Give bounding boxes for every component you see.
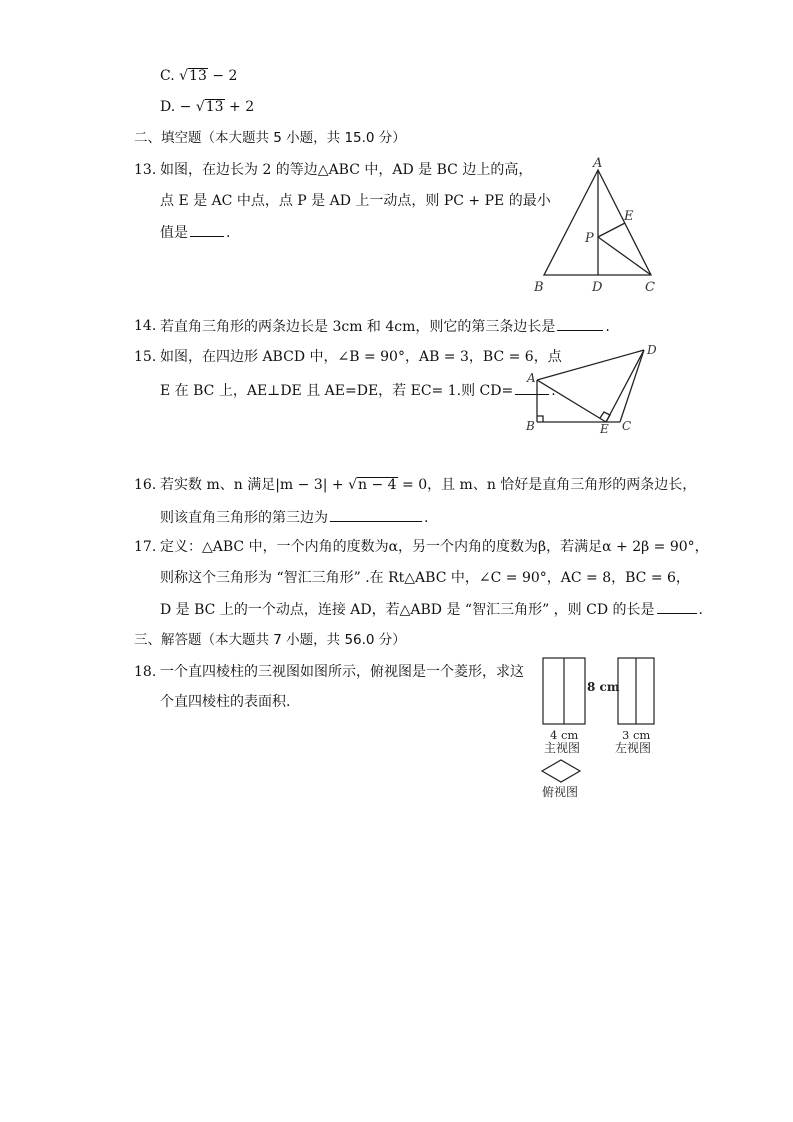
q16-radicand: n − 4	[358, 477, 397, 493]
q17-line3	[160, 599, 703, 620]
q16-line1	[160, 475, 696, 495]
section-2-title: 二、填空题（本大题共 5 小题，共 15.0 分）	[134, 130, 406, 146]
segment-cd	[620, 350, 644, 422]
q16-number: 16.	[134, 477, 157, 493]
q15-number: 15.	[134, 349, 157, 365]
label-p: P	[585, 231, 594, 246]
option-d	[160, 97, 254, 117]
q17-text-3: D 是 BC 上的一个动点，连接 AD，若△ABD 是 “智汇三角形” ，则 CD 的长是	[160, 602, 655, 618]
q13-number: 13.	[134, 162, 157, 178]
q14-number: 14.	[134, 318, 157, 334]
sqrt-symbol: √	[348, 477, 357, 493]
front-width-label: 4 cm	[550, 728, 579, 742]
q15-line2	[160, 380, 556, 401]
label-e: E	[624, 209, 634, 224]
front-view-caption: 主视图	[544, 741, 581, 755]
label-c: C	[645, 280, 655, 295]
option-d-pre: −	[179, 99, 192, 115]
label-d: D	[647, 343, 657, 357]
q13-answer-blank[interactable]	[190, 222, 224, 237]
q15-text: E 在 BC 上，AE⊥DE 且 AE=DE，若 EC= 1.则 CD=	[160, 383, 514, 399]
option-d-radicand: 13	[205, 99, 224, 115]
side-view-caption: 左视图	[615, 741, 652, 755]
q17-line2: 则称这个三角形为 “智汇三角形” .在 Rt△ABC 中，∠C = 90°，AC = 8，BC = 6，	[160, 570, 690, 586]
option-d-rest: + 2	[229, 99, 255, 115]
top-view-rhombus	[542, 760, 580, 782]
option-c-letter: C.	[160, 68, 175, 84]
sqrt-symbol: √	[195, 99, 205, 115]
height-label: 8 cm	[587, 680, 620, 694]
segment-ae	[537, 380, 606, 422]
q15-figure	[522, 338, 667, 436]
label-e: E	[600, 422, 609, 436]
right-angle-b	[537, 416, 543, 422]
q17-answer-blank[interactable]	[657, 599, 697, 614]
q17-number: 17.	[134, 539, 157, 555]
q13-line2: 点 E 是 AC 中点，点 P 是 AD 上一动点，则 PC + PE 的最小	[160, 193, 551, 209]
q16-end: .	[424, 510, 429, 526]
q13-line1: 如图，在边长为 2 的等边△ABC 中，AD 是 BC 边上的高，	[160, 162, 533, 178]
q15-end: .	[551, 383, 556, 399]
option-c-rest: − 2	[212, 68, 238, 84]
label-a: A	[593, 156, 603, 171]
q14-text: 若直角三角形的两条边长是 3cm 和 4cm，则它的第三条边长是	[160, 319, 556, 335]
q18-figure	[535, 652, 665, 802]
segment-pc	[598, 237, 651, 275]
segment-pe	[598, 223, 625, 237]
q13-line3-text: 值是	[160, 225, 188, 241]
q13-end: .	[226, 225, 231, 241]
section-3-title: 三、解答题（本大题共 7 小题，共 56.0 分）	[134, 632, 406, 648]
right-angle-e	[600, 412, 610, 422]
q14-line1	[160, 316, 610, 337]
top-view-caption: 俯视图	[542, 785, 579, 799]
segment-ad	[537, 350, 644, 380]
q15-line1: 如图，在四边形 ABCD 中，∠B = 90°，AB = 3，BC = 6，点	[160, 349, 562, 365]
q13-figure	[530, 152, 665, 297]
option-c	[160, 66, 237, 86]
option-c-radicand: 13	[189, 68, 207, 84]
q16-text-b: = 0，且 m、n 恰好是直角三角形的两条边长，	[402, 477, 697, 493]
label-b: B	[526, 419, 535, 433]
q17-line1: 定义：△ABC 中，一个内角的度数为α，另一个内角的度数为β，若满足α + 2β = 90°，	[160, 539, 709, 555]
q18-line2: 个直四棱柱的表面积.	[160, 694, 291, 710]
q14-end: .	[605, 319, 610, 335]
option-d-letter: D.	[160, 99, 176, 115]
q16-text-a: 若实数 m、n 满足|m − 3| +	[160, 477, 344, 493]
q16-text-2: 则该直角三角形的第三边为	[160, 510, 328, 526]
label-a: A	[527, 371, 536, 385]
label-b: B	[534, 280, 544, 295]
q18-line1: 一个直四棱柱的三视图如图所示，俯视图是一个菱形，求这	[160, 664, 524, 680]
segment-ed	[606, 350, 644, 422]
sqrt-symbol: √	[179, 68, 189, 84]
side-width-label: 3 cm	[622, 728, 651, 742]
label-d: D	[592, 280, 603, 295]
q13-line3	[160, 222, 230, 243]
q18-number: 18.	[134, 664, 157, 680]
label-c: C	[622, 419, 632, 433]
q14-answer-blank[interactable]	[557, 316, 603, 331]
q16-line2	[160, 507, 428, 528]
q17-end: .	[698, 602, 703, 618]
q16-answer-blank[interactable]	[330, 507, 422, 522]
